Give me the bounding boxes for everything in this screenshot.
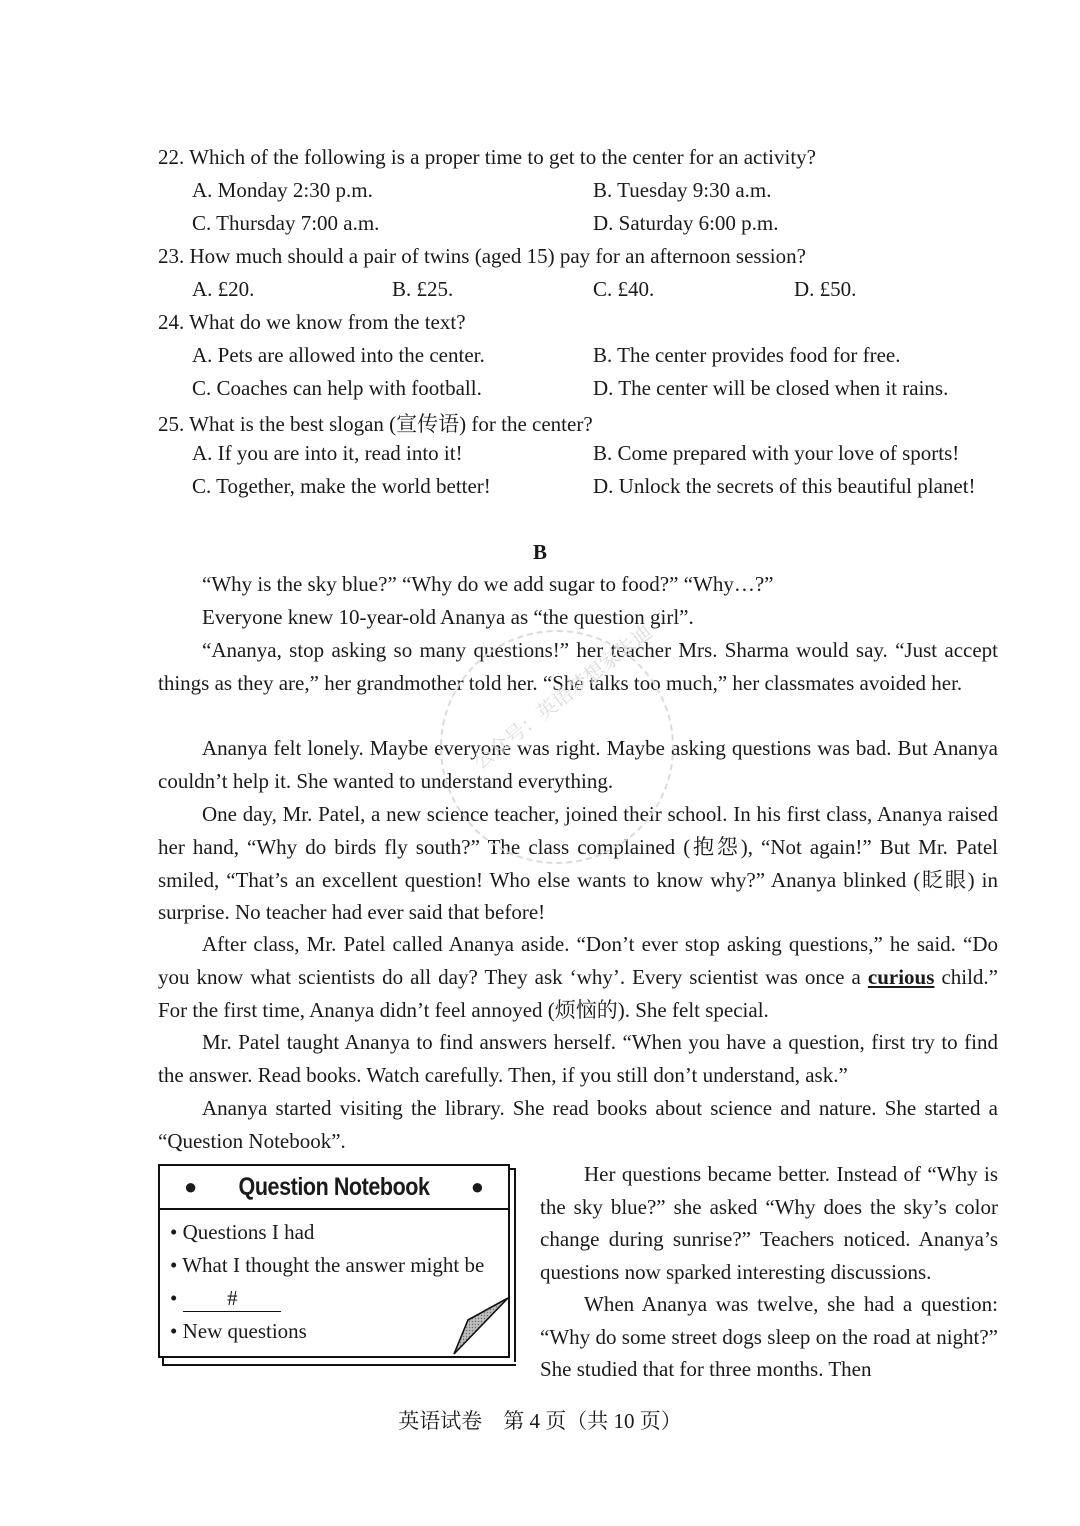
question-24-option-b: B. The center provides food for free. bbox=[593, 343, 901, 367]
notebook-item-1: • Questions I had bbox=[170, 1220, 315, 1244]
question-24-option-c: C. Coaches can help with football. bbox=[192, 376, 482, 400]
question-22-option-a: A. Monday 2:30 p.m. bbox=[192, 178, 373, 202]
passage-paragraph-9: Her questions became better. Instead of “Why is the sky blue?” she asked “Why does the sky’s color change during sunrise?” Teachers noticed. Ananya’s questions now sparked interesting discussions. bbox=[540, 1162, 998, 1284]
blank-number: # bbox=[183, 1286, 281, 1312]
passage-paragraph-5: One day, Mr. Patel, a new science teacher, joined their school. In his first class, Ananya raised her hand, “Why do birds fly south?” The class complained (抱怨), “Not again!” But Mr. Patel smiled, “That’s an excellent question! Who else wants to know why?” Ananya blinked (眨眼) in surprise. No teacher had ever said that before! bbox=[158, 802, 998, 925]
question-25-option-c: C. Together, make the world better! bbox=[192, 474, 491, 498]
question-22-option-c: C. Thursday 7:00 a.m. bbox=[192, 211, 380, 235]
page-curl-icon bbox=[450, 1296, 508, 1356]
notebook-shadow-bottom bbox=[162, 1358, 516, 1366]
question-24-option-a: A. Pets are allowed into the center. bbox=[192, 343, 485, 367]
section-title: B bbox=[532, 540, 547, 564]
passage-paragraph-3: “Ananya, stop asking so many questions!” her teacher Mrs. Sharma would say. “Just accept things as they are,” her grandmother told her. “She talks too much,” her classmates avoided her. bbox=[158, 638, 998, 695]
notebook-header bbox=[160, 1166, 508, 1210]
passage-paragraph-4: Ananya felt lonely. Maybe everyone was right. Maybe asking questions was bad. But Ananya couldn’t help it. She wanted to understand everything. bbox=[158, 736, 998, 793]
question-25-option-a: A. If you are into it, read into it! bbox=[192, 441, 463, 465]
page-footer: 英语试卷 第 4 页（共 10 页） bbox=[398, 1409, 682, 1433]
passage-paragraph-7: Mr. Patel taught Ananya to find answers herself. “When you have a question, first try to find the answer. Read books. Watch carefully. Then, if you still don’t understand, ask.” bbox=[158, 1030, 998, 1087]
question-23-option-b: B. £25. bbox=[392, 277, 454, 301]
question-22-option-b: B. Tuesday 9:30 a.m. bbox=[593, 178, 772, 202]
question-24-option-d: D. The center will be closed when it rains. bbox=[593, 376, 949, 400]
paragraph-6-text-start: After class, Mr. Patel called Ananya aside. “Don’t ever stop asking questions,” he said. “Do you know what scientists do all day? They ask ‘why’. Every scientist was once a bbox=[158, 932, 998, 989]
notebook-item-4: • New questions bbox=[170, 1319, 307, 1343]
question-23-option-d: D. £50. bbox=[794, 277, 857, 301]
question-25-stem: 25. What is the best slogan (宣传语) for the center? bbox=[158, 412, 593, 436]
question-25-option-b: B. Come prepared with your love of sports! bbox=[593, 441, 960, 465]
watermark-text: 公众号：英语梦想家朱迪 bbox=[468, 619, 657, 775]
question-23-option-c: C. £40. bbox=[593, 277, 655, 301]
underlined-word-curious: curious bbox=[867, 964, 935, 989]
notebook-title: Question Notebook bbox=[238, 1172, 430, 1201]
paragraph-6-text-end: child.” For the first time, Ananya didn’t feel annoyed (烦恼的). She felt special. bbox=[158, 964, 999, 1022]
bullet-icon: ● bbox=[470, 1174, 484, 1199]
passage-paragraph-2: Everyone knew 10-year-old Ananya as “the question girl”. bbox=[202, 605, 694, 629]
notebook-item-blank: • # bbox=[170, 1286, 281, 1312]
question-notebook-box bbox=[158, 1164, 510, 1358]
passage-paragraph-8: Ananya started visiting the library. She read books about science and nature. She started a “Question Notebook”. bbox=[158, 1096, 998, 1153]
question-22-stem: 22. Which of the following is a proper time to get to the center for an activity? bbox=[158, 145, 816, 169]
passage-paragraph-10: When Ananya was twelve, she had a question: “Why do some street dogs sleep on the road at night?” She studied that for three months. Then bbox=[540, 1292, 998, 1382]
notebook-shadow-right bbox=[510, 1168, 516, 1362]
bullet-icon: ● bbox=[184, 1174, 198, 1199]
question-22-option-d: D. Saturday 6:00 p.m. bbox=[593, 211, 779, 235]
question-25-option-d: D. Unlock the secrets of this beautiful planet! bbox=[593, 474, 976, 498]
passage-paragraph-1: “Why is the sky blue?” “Why do we add sugar to food?” “Why…?” bbox=[202, 572, 774, 596]
question-23-option-a: A. £20. bbox=[192, 277, 255, 301]
question-23-stem: 23. How much should a pair of twins (aged 15) pay for an afternoon session? bbox=[158, 244, 806, 268]
notebook-item-2: • What I thought the answer might be bbox=[170, 1253, 485, 1277]
question-24-stem: 24. What do we know from the text? bbox=[158, 310, 466, 334]
passage-paragraph-6 bbox=[158, 928, 998, 1026]
